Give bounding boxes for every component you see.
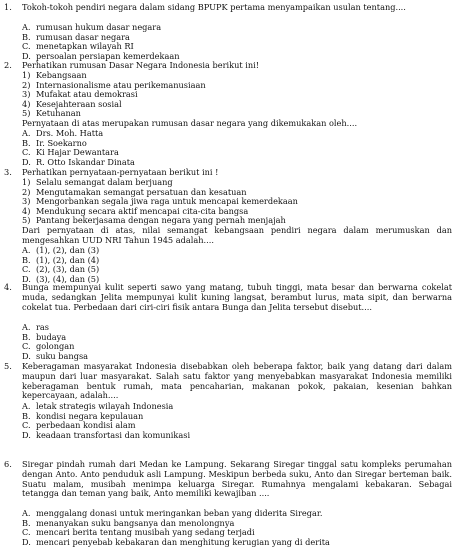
statement-item: 5) Ketuhanan <box>22 108 81 118</box>
question-text: Perhatikan rumusan Dasar Negara Indonesia berikut ini! <box>22 60 260 70</box>
option-a: A. menggalang donasi untuk meringankan beban yang diderita Siregar. <box>22 508 323 518</box>
option-a: A. ras <box>22 322 49 332</box>
question-number: 5. <box>4 361 12 371</box>
option-d: D. keadaan transfortasi dan komunikasi <box>22 429 191 440</box>
statement-item: 3) Mengorbankan segala jiwa raga untuk mencapai kemerdekaan <box>22 196 298 206</box>
question-text: Perhatikan pernyataan-pernyataan berikut ini ! <box>22 167 219 177</box>
question-text: Tokoh-tokoh pendiri negara dalam sidang BPUPK pertama menyampaikan usulan tentang.... <box>22 2 406 12</box>
question-text: Keberagaman masyarakat Indonesia disebabkan oleh beberapa faktor, baik yang datang dari dalam maupun dari luar masyarakat. Salah satu faktor yang menyebabkan masyarakat Indonesia memiliki keberagaman bentuk rumah, mata pencaharian, makanan pokok, pakaian, kesenian bahkan kepercayaan, adalah.... <box>22 361 452 401</box>
option-a: A. (1), (2), dan (3) <box>22 245 100 255</box>
option-d: D. suku bangsa <box>22 350 89 361</box>
statement-item: 1) Selalu semangat dalam berjuang <box>22 177 173 187</box>
question-followup: Dari pernyataan di atas, nilai semangat kebangsaan pendiri negara dalam merumuskan dan mengesahkan UUD NRI Tahun 1945 adalah.... <box>22 225 452 245</box>
question-number: 6. <box>4 459 12 469</box>
option-c: C. golongan <box>22 341 75 351</box>
statement-item: 4) Kesejahteraan sosial <box>22 98 122 109</box>
question-followup: Pernyataan di atas merupakan rumusan dasar negara yang dikemukakan oleh.... <box>22 118 358 128</box>
option-d: D. (3), (4), dan (5) <box>22 273 100 284</box>
statement-item: 5) Pantang bekerjasama dengan negara yang pernah menjajah <box>22 215 286 225</box>
option-d: D. mencari penyebab kebakaran dan menghitung kerugian yang di derita <box>22 536 330 547</box>
question-number: 1. <box>4 2 12 12</box>
option-a: A. Drs. Moh. Hatta <box>22 128 104 138</box>
option-b: B. budaya <box>22 331 67 342</box>
statement-item: 2) Mengutamakan semangat persatuan dan kesatuan <box>22 186 247 197</box>
question-number: 4. <box>4 282 12 292</box>
option-a: A. letak strategis wilayah Indonesia <box>22 401 174 411</box>
statement-item: 1) Kebangsaan <box>22 70 87 80</box>
option-d: D. persoalan persiapan kemerdekaan <box>22 50 180 61</box>
statement-item: 4) Mendukung secara aktif mencapai cita-cita bangsa <box>22 205 249 216</box>
option-b: B. kondisi negara kepulauan <box>22 410 144 421</box>
statement-item: 3) Mufakat atau demokrasi <box>22 89 138 99</box>
option-c: C. perbedaan kondisi alam <box>22 420 136 430</box>
statement-item: 2) Internasionalisme atau perikemanusiaan <box>22 79 206 90</box>
option-b: B. menanyakan suku bangsanya dan menolongnya <box>22 517 235 528</box>
option-b: B. Ir. Soekarno <box>22 137 87 148</box>
option-b: B. rumusan dasar negara <box>22 31 130 42</box>
option-c: C. (2), (3), dan (5) <box>22 264 100 274</box>
option-b: B. (1), (2), dan (4) <box>22 254 100 265</box>
option-d: D. R. Otto Iskandar Dinata <box>22 156 135 167</box>
option-c: C. menetapkan wilayah RI <box>22 41 134 51</box>
question-text: Siregar pindah rumah dari Medan ke Lampung. Sekarang Siregar tinggal satu kompleks perumahan dengan Anto. Anto penduduk asli Lampung. Meskipun berbeda suku, Anto dan Siregar berteman baik. Suatu malam, musibah menimpa keluarga Siregar. Rumahnya mengalami kebakaran. Sebagai tetangga dan teman yang baik, Anto memiliki kewajiban .... <box>22 459 452 499</box>
option-c: C. mencari berita tentang musibah yang sedang terjadi <box>22 527 255 537</box>
question-number: 3. <box>4 167 12 177</box>
question-number: 2. <box>4 60 12 70</box>
option-a: A. rumusan hukum dasar negara <box>22 22 162 32</box>
question-text: Bunga mempunyai kulit seperti sawo yang matang, tubuh tinggi, mata besar dan berwarna cokelat muda, sedangkan Jelita mempunyai kulit kuning langsat, berambut lurus, mata sipit, dan berwarna cokelat tua. Perbedaan dari ciri-ciri fisik antara Bunga dan Jelita tersebut disebut.... <box>22 282 452 312</box>
option-c: C. Ki Hajar Dewantara <box>22 147 119 157</box>
